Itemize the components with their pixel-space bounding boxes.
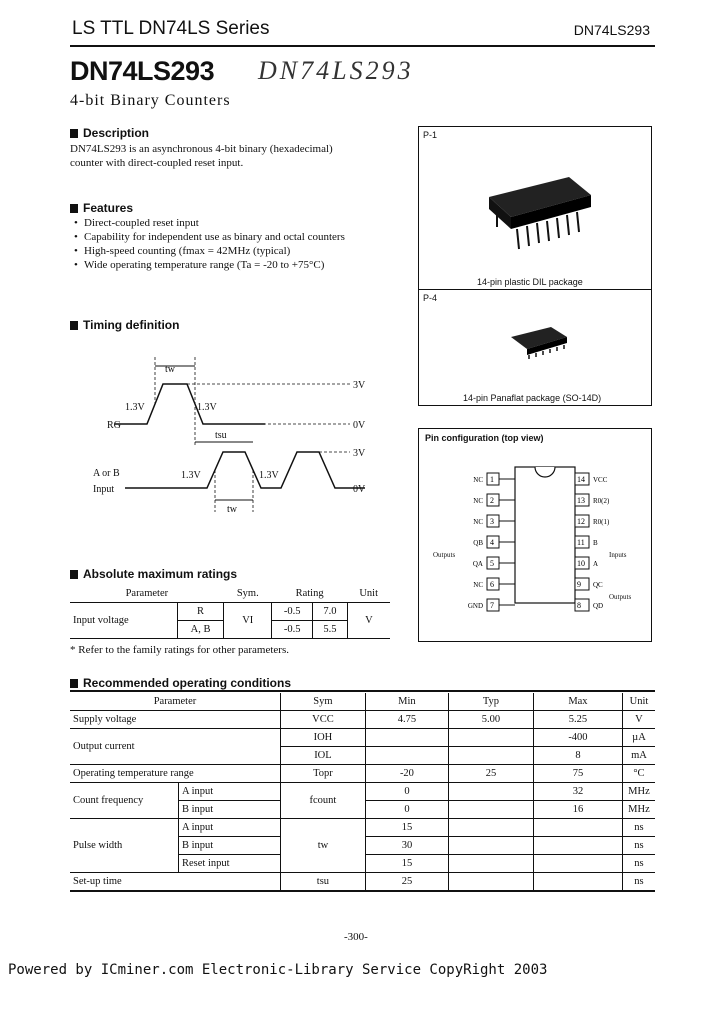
max-cell: 75	[533, 765, 622, 783]
v13-label-1: 1.3V	[125, 402, 145, 413]
pin-number: 12	[577, 517, 585, 526]
max-cell	[533, 873, 622, 892]
pin-name: A	[593, 560, 599, 568]
rg-label: RG	[107, 420, 121, 431]
typ-cell: 5.00	[448, 711, 533, 729]
unit-cell: µA	[622, 729, 655, 747]
max-cell: 5.25	[533, 711, 622, 729]
sub-cell: A input	[179, 783, 281, 801]
pin-name: GND	[467, 602, 483, 610]
unit-cell: ns	[622, 855, 655, 873]
subtitle: 4-bit Binary Counters	[70, 92, 231, 109]
pin-name: NC	[473, 476, 483, 484]
tw-label: tw	[165, 364, 175, 375]
max-cell: 32	[533, 783, 622, 801]
section-bullet-icon	[70, 679, 78, 688]
unit-cell: V	[347, 603, 390, 639]
package-box	[418, 126, 652, 406]
typ-cell	[448, 729, 533, 747]
min-cell: -0.5	[272, 603, 313, 621]
pin-number: 7	[490, 601, 494, 610]
col-max: Max	[533, 693, 622, 711]
pin-number: 3	[490, 517, 494, 526]
v3-label-1: 3V	[353, 380, 366, 391]
table-row	[70, 873, 655, 892]
v13-label-2: 1.3V	[197, 402, 217, 413]
typ-cell	[448, 801, 533, 819]
ab-waveform	[125, 452, 365, 488]
col-unit: Unit	[622, 693, 655, 711]
sym-cell: IOL	[280, 747, 365, 765]
sym-cell: tsu	[280, 873, 365, 892]
col-unit: Unit	[359, 588, 379, 599]
param-cell: Output current	[73, 741, 135, 752]
min-cell: 25	[365, 873, 448, 892]
pin-number: 8	[577, 601, 581, 610]
sym-cell: fcount	[280, 783, 365, 819]
param-cell: Supply voltage	[73, 714, 137, 725]
unit-cell: V	[622, 711, 655, 729]
sym-cell: VI	[224, 603, 272, 639]
sym-cell: VCC	[280, 711, 365, 729]
part-number-title: DN74LS293	[70, 56, 215, 86]
unit-cell: ns	[622, 819, 655, 837]
outputs-left-label: Outputs	[433, 551, 456, 559]
outputs-right-label: Outputs	[609, 593, 632, 601]
v0-label-2: 0V	[353, 484, 366, 495]
typ-cell	[448, 837, 533, 855]
unit-cell: MHz	[622, 801, 655, 819]
sub-cell: B input	[179, 801, 281, 819]
p1-caption: 14-pin plastic DIL package	[477, 277, 583, 287]
pin-name: NC	[473, 497, 483, 505]
pin-number: 6	[490, 580, 494, 589]
sym-cell: tw	[280, 819, 365, 873]
description-line: counter with direct-coupled reset input.	[70, 157, 244, 169]
min-cell: 0	[365, 783, 448, 801]
pin-config-title: Pin configuration (top view)	[425, 433, 544, 443]
section-bullet-icon	[70, 129, 78, 138]
pin-config-box	[418, 428, 652, 642]
tsu-label: tsu	[215, 430, 227, 441]
pin-number: 4	[490, 538, 494, 547]
min-cell: 15	[365, 855, 448, 873]
pin-name: QC	[593, 581, 603, 589]
features-heading: Features	[70, 201, 133, 215]
min-cell: -20	[365, 765, 448, 783]
table-row	[70, 819, 655, 837]
description-text	[70, 142, 333, 170]
feature-item: • Direct-coupled reset input	[84, 216, 345, 230]
max-cell	[533, 855, 622, 873]
pin-number: 11	[577, 538, 585, 547]
aorb-label: A or B	[93, 468, 120, 479]
pin-diagram	[419, 429, 651, 641]
pin-name: VCC	[593, 476, 608, 484]
input-label: Input	[93, 484, 115, 495]
pin-number: 14	[577, 475, 585, 484]
col-parameter: Parameter	[125, 588, 169, 599]
dil-package-image	[479, 167, 599, 257]
param-cell: Set-up time	[73, 876, 122, 887]
col-sym: Sym.	[236, 588, 259, 599]
inputs-right-label: Inputs	[609, 551, 627, 559]
col-sym: Sym	[280, 693, 365, 711]
max-cell: 16	[533, 801, 622, 819]
pin-name: QD	[593, 602, 604, 610]
typ-cell	[448, 783, 533, 801]
feature-item: • Capability for independent use as binary and octal counters	[84, 230, 345, 244]
p4-caption: 14-pin Panaflat package (SO-14D)	[463, 393, 602, 403]
min-cell	[365, 747, 448, 765]
unit-cell: MHz	[622, 783, 655, 801]
min-cell: 30	[365, 837, 448, 855]
min-cell: 0	[365, 801, 448, 819]
table-row	[70, 765, 655, 783]
pin-name: QB	[473, 539, 483, 547]
v3-label-2: 3V	[353, 448, 366, 459]
handwritten-annotation: DN74LS293	[258, 56, 414, 85]
sub-cell: B input	[179, 837, 281, 855]
panaflat-package-image	[505, 323, 575, 363]
table-row	[70, 711, 655, 729]
pin-name: B	[593, 539, 598, 547]
max-cell: -400	[533, 729, 622, 747]
pin-number: 10	[577, 559, 585, 568]
unit-cell: ns	[622, 873, 655, 892]
pin-name: R0(2)	[593, 497, 610, 505]
v0-label-1: 0V	[353, 420, 366, 431]
rec-op-heading: Recommended operating conditions	[70, 676, 291, 690]
unit-cell: ns	[622, 837, 655, 855]
series-title: LS TTL DN74LS Series	[72, 18, 270, 39]
table-row	[70, 603, 390, 621]
min-cell: 15	[365, 819, 448, 837]
typ-cell	[448, 855, 533, 873]
max-cell: 7.0	[313, 603, 348, 621]
table-header-row	[70, 585, 390, 603]
features-list	[84, 216, 345, 272]
min-cell	[365, 729, 448, 747]
pin-number: 9	[577, 580, 581, 589]
unit-cell: mA	[622, 747, 655, 765]
p4-label: P-4	[423, 293, 438, 303]
param-cell: Pulse width	[73, 840, 123, 851]
rec-op-table	[70, 693, 655, 892]
abs-max-heading: Absolute maximum ratings	[70, 567, 237, 581]
section-bullet-icon	[70, 204, 78, 213]
abs-max-note: * Refer to the family ratings for other parameters.	[70, 644, 290, 656]
rec-op-rule	[70, 690, 655, 692]
max-cell	[533, 837, 622, 855]
section-bullet-icon	[70, 570, 78, 579]
description-heading: Description	[70, 126, 149, 140]
p1-label: P-1	[423, 130, 438, 140]
section-bullet-icon	[70, 321, 78, 330]
col-parameter: Parameter	[153, 696, 197, 707]
pin-number: 1	[490, 475, 494, 484]
unit-cell: °C	[622, 765, 655, 783]
tw2-label: tw	[227, 504, 237, 515]
abs-max-table	[70, 585, 390, 639]
param-cell: Count frequency	[73, 795, 144, 806]
page-number: -300-	[344, 931, 368, 943]
param-cell: Input voltage	[73, 615, 129, 626]
sym-cell: IOH	[280, 729, 365, 747]
max-cell: 8	[533, 747, 622, 765]
sym-cell: Topr	[280, 765, 365, 783]
pin-name: R0(1)	[593, 518, 610, 526]
timing-heading: Timing definition	[70, 318, 179, 332]
v13-label-3: 1.3V	[181, 470, 201, 481]
typ-cell: 25	[448, 765, 533, 783]
feature-item: • High-speed counting (fmax = 42MHz (typical)	[84, 244, 345, 258]
timing-diagram	[85, 352, 385, 522]
sub-cell: Reset input	[179, 855, 281, 873]
pin-name: QA	[472, 560, 483, 568]
package-divider	[419, 289, 651, 290]
max-cell	[533, 819, 622, 837]
max-cell: 5.5	[313, 621, 348, 639]
pin-number: 13	[577, 496, 585, 505]
pin-number: 5	[490, 559, 494, 568]
col-typ: Typ	[448, 693, 533, 711]
feature-item: • Wide operating temperature range (Ta = -20 to +75°C)	[84, 258, 345, 272]
typ-cell	[448, 819, 533, 837]
col-rating: Rating	[295, 588, 324, 599]
table-header-row	[70, 693, 655, 711]
typ-cell	[448, 747, 533, 765]
min-cell: 4.75	[365, 711, 448, 729]
col-min: Min	[365, 693, 448, 711]
sub-cell: A input	[179, 819, 281, 837]
pin-number: 2	[490, 496, 494, 505]
footer-credit: Powered by ICminer.com Electronic-Library Service CopyRight 2003	[8, 962, 548, 978]
pin-name: NC	[473, 518, 483, 526]
param-cell: Operating temperature range	[73, 768, 194, 779]
header-part-number: DN74LS293	[573, 22, 650, 38]
table-row	[70, 783, 655, 801]
sub-cell: A, B	[177, 621, 223, 639]
table-row	[70, 729, 655, 747]
description-line: DN74LS293 is an asynchronous 4-bit binary (hexadecimal)	[70, 143, 333, 155]
v13-label-4: 1.3V	[259, 470, 279, 481]
sub-cell: R	[177, 603, 223, 621]
header-rule	[70, 45, 655, 47]
min-cell: -0.5	[272, 621, 313, 639]
typ-cell	[448, 873, 533, 892]
pin-name: NC	[473, 581, 483, 589]
